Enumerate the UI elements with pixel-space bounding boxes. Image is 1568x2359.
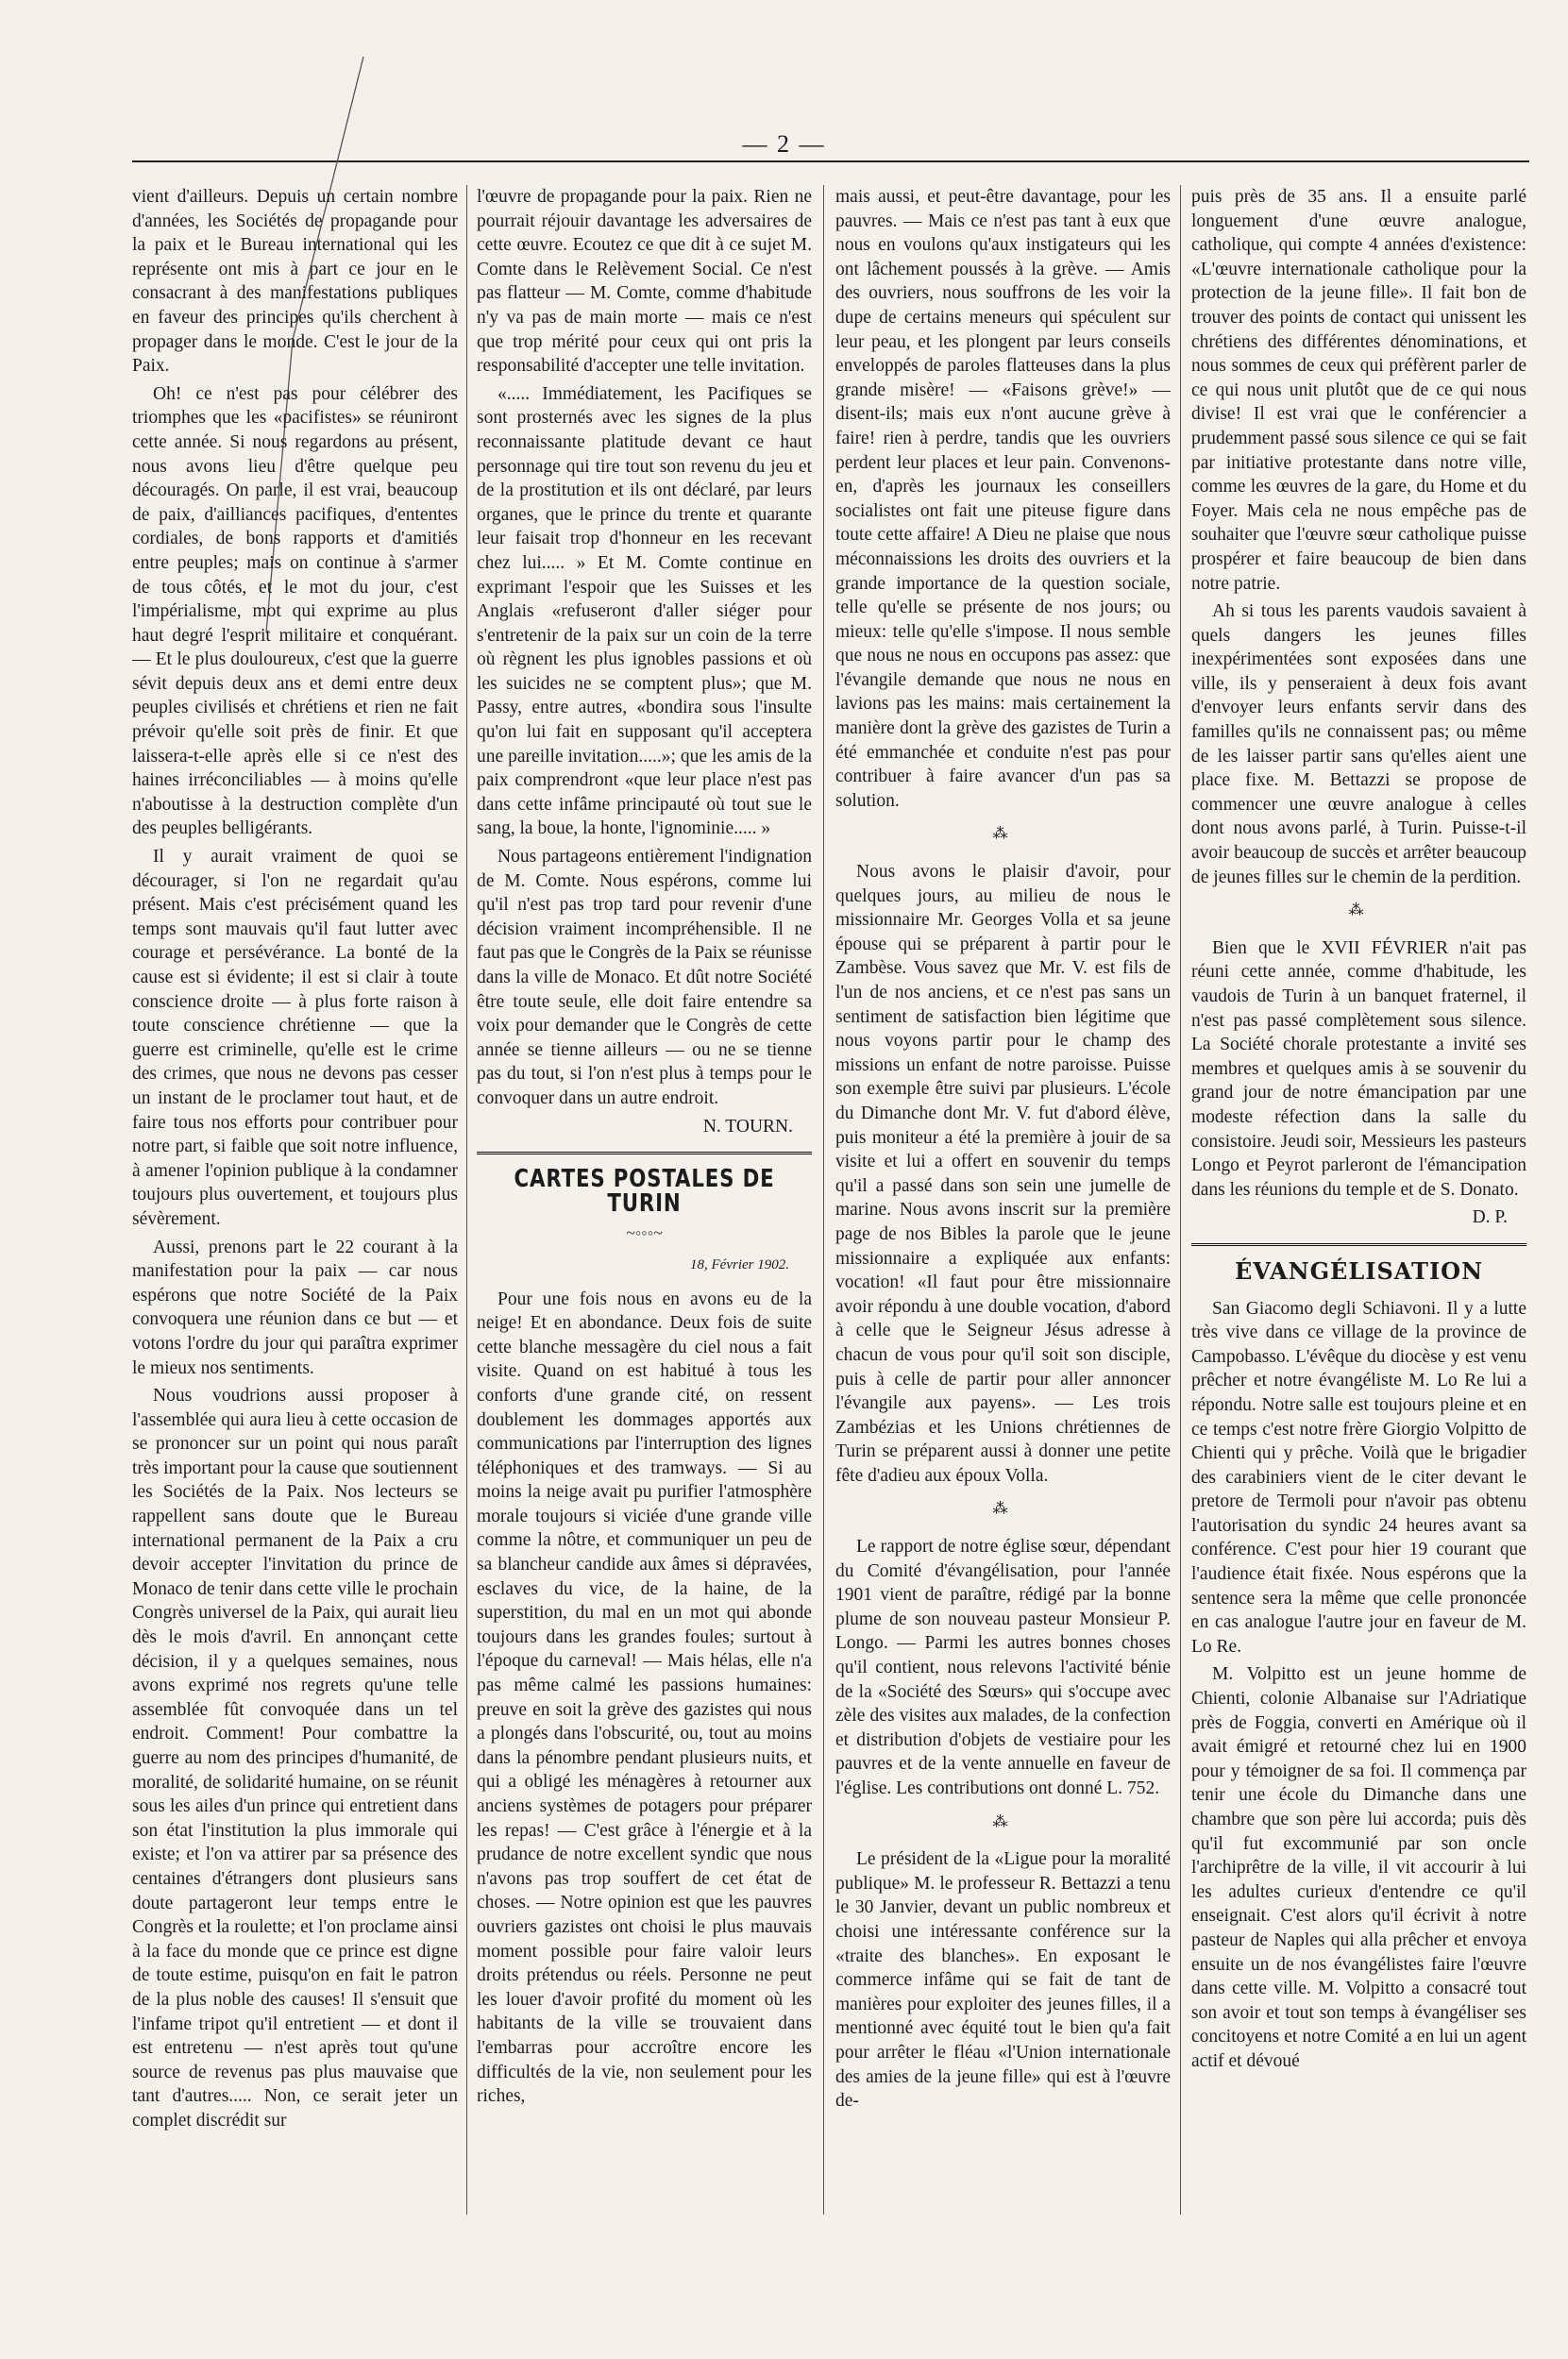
paragraph: Pour une fois nous en avons eu de la neige! Et en abondance. Deux fois de suite cette blanche messagère du ciel nous a fait visite. Quand on est habitué à tous les conforts d'une grande cité, on ressent doublement les dommages apportés aux communications par l'interruption des lignes téléphoniques et des tramways. — Si au moins la neige avait pu purifier l'atmosphère morale toujours si viciée d'une grande ville comme la nôtre, et communiquer un peu de sa blancheur candide aux âmes si dépravées, esclaves du vice, de la haine, de la superstition, du mal en un mot qui abonde toujours dans les grandes foules; surtout à l'époque du carneval! — Mais hélas, elle n'a pas même calmé les passions humaines: preuve en soit la grève des gazistes qui nous a plongés dans l'obscurité, ou, tout au moins dans la pénombre pendant plusieurs nuits, et qui a obligé les ménagères à retourner aux anciens systèmes de potagers pour préparer les repas! — C'est grâce à l'énergie et à la prudance de notre excellent syndic que nous n'avons pas trop souffert de cet état de choses. — Notre opinion est que les pauvres ouvriers gazistes ont choisi le plus mauvais moment possible pour faire valoir leurs droits prétendus ou réels. Personne ne peut les louer d'avoir profité du moment où les habitants de la ville se trouvaient dans l'embarras pour accroître encore les difficultés de la vie, non seulement pour les riches, — [477, 1289, 812, 2107]
paragraph: M. Volpitto est un jeune homme de Chienti, colonie Albanaise sur l'Adriatique près de Foggia, converti en Amérique où il avait émigré et retourné chez lui en 1900 pour y témoigner de sa foi. Il commença par tenir une école du Dimanche dans une chambre que son père lui accorda; puis dès qu'il fut excommunié par son oncle l'archiprêtre de la ville, il vit accourir à lui les adultes curieux d'entendre ce qu'il enseignait. C'est alors qu'il écrivit à notre pasteur de Naples qui alla prêcher et envoya ensuite un de nos évangélistes faire l'œuvre dans cette ville. M. Volpitto a consacré tout son avoir et tout son temps à évangéliser ses concitoyens et notre Comité a en lui un agent actif et dévoué — [1191, 1664, 1526, 2071]
column-1 — [132, 185, 458, 2262]
paragraph: Le président de la «Ligue pour la moralité publique» M. le professeur R. Bettazzi a tenu le 30 Janvier, devant un public nombreux et choisi une intéressante conférence sur la «traite des blanches». En exposant le commerce infâme qui se fait de tant de manières pour exploiter des jeunes filles, il a mentionné avec équité tout le bien qu'a fait pour arrêter le fléau «l'Union internationale des amies de la jeune fille» qui est à l'œuvre de- — [835, 1849, 1171, 2112]
column-rule-2 — [823, 185, 824, 2215]
paragraph: Oh! ce n'est pas pour célébrer des triomphes que les «pacifistes» se réuniront cette année. Si nous regardons au présent, nous avons lieu d'être quelque peu découragés. On parle, il est vrai, beaucoup de paix, d'ailliances pacifiques, d'ententes cordiales, de bons rapports et d'amitiés entre peuples; mais on continue à s'armer de tous côtés, et le mot du jour, c'est l'impérialisme, mot qui exprime au plus haut degré l'esprit militaire et conquérant. — Et le plus douloureux, c'est que la guerre sévit depuis deux ans et demi entre deux peuples civilisés et chrétiens et rien ne fait prévoir qu'elle soit près de finir. Et que laissera-t-elle après elle si ce n'est des haines irréconciliables — à moins qu'elle n'aboutisse à la destruction complète d'un des peuples belligérants. — [132, 383, 458, 839]
paragraph: Nous partageons entièrement l'indignation de M. Comte. Nous espérons, comme lui qu'il n'est pas trop tard pour revenir d'une décision vraiment incompréhensible. Il ne faut pas que le Congrès de la Paix se réunisse dans la ville de Monaco. Et dût notre Société être toute seule, elle doit faire entendre sa voix pour demander que le Congrès de cette année se tienne ailleurs — ou ne se tienne pas du tout, si l'on n'est plus à temps pour le convoquer dans un autre endroit. — [477, 847, 812, 1108]
column-3 — [835, 185, 1171, 2262]
section-heading: ÉVANGÉLISATION — [1234, 1256, 1484, 1285]
paragraph: Il y aurait vraiment de quoi se décourager, si l'on ne regardait qu'au présent. Mais c'est précisément quand les temps sont mauvais qu'il faut lutter avec courage et persévérance. La bonté de la cause est si évidente; il est si clair à toute conscience droite — à plus forte raison à toute conscience chrétienne — que la guerre est criminelle, qu'elle est le crime des crimes, que nous ne devons pas cesser un instant de le proclamer tout haut, et de faire tous nos efforts pour contribuer pour notre part, si faible que soit notre influence, à amener l'opinion publique à la condamner toujours plus ouvertement, et toujours plus sévèrement. — [132, 847, 458, 1229]
dateline: 18, Février 1902. — [690, 1256, 789, 1272]
paragraph: San Giacomo degli Schiavoni. Il y a lutte très vive dans ce village de la province de Campobasso. L'évêque du diocèse y est venu prêcher et notre évangéliste M. Lo Re lui a répondu. Notre salle est toujours pleine et en ce temps c'est notre frère Giorgio Volpitto de Chienti qui y prêche. Voilà que le brigadier des carabiniers vient de le citer devant le pretore de Termoli pour n'avoir pas obtenu l'autorisation du syndic 24 heures avant sa conférence. C'est pour hier 19 courant que l'audience était fixée. Nous espérons que la sentence sera la même que celle prononcée en cas analogue l'autre jour en faveur de M. Lo Re. — [1191, 1298, 1526, 1657]
top-rule — [132, 160, 1529, 162]
column-rule-1 — [466, 185, 467, 2215]
section-rule — [477, 1152, 812, 1154]
column-4 — [1191, 185, 1526, 2262]
paragraph: Ah si tous les parents vaudois savaient à quels dangers les jeunes filles inexpérimentées sont exposées dans une ville, ils y penseraient à deux fois avant d'envoyer leurs enfants servir dans des familles qu'ils ne connaissent pas; ou même de les laisser partir sans qu'elles aient une place fixe. M. Bettazzi se propose de commencer une œuvre analogue à celles dont nous avons parlé, à Turin. Puisse-t-il avoir beaucoup de succès et arrêter beaucoup de jeunes filles sur le chemin de la perdition. — [1191, 601, 1526, 887]
paragraph: l'œuvre de propagande pour la paix. Rien ne pourrait réjouir davantage les adversaires de cette œuvre. Ecoutez ce que dit à ce sujet M. Comte dans le Relèvement Social. Ce n'est pas flatteur — M. Comte, comme d'habitude n'y va pas de main morte — mais ce n'est que trop mérité pour ceux qui ont pris la responsabilité d'accepter une telle invitation. — [477, 187, 812, 377]
asterism-icon: ⁂ — [992, 1813, 1014, 1830]
paragraph: Aussi, prenons part le 22 courant à la manifestation pour la paix — car nous espérons que notre Société de la Paix convoquera une réunion dans ce but — et votons l'ordre du jour qui paraîtra exprimer le mieux nos sentiments. — [132, 1237, 458, 1378]
paragraph: Bien que le XVII FÉVRIER n'ait pas réuni cette année, comme d'habitude, les vaudois de Turin à un banquet fraternel, il n'est pas passé complètement sous silence. La Société chorale protestante a invité ses membres et quelques amis à se souvenir du grand jour de notre émancipation par une modeste réfection dans la salle du consistoire. Jeudi soir, Messieurs les pasteurs Longo et Peyrot parleront de l'émancipation dans les réunions du temple et de S. Donato. — [1191, 937, 1526, 1200]
paragraph: Le rapport de notre église sœur, dépendant du Comité d'évangélisation, pour l'année 1901 vient de paraître, rédigé par la bonne plume de son nouveau pasteur Monsieur P. Longo. — Parmi les autres bonnes choses qu'il contient, nous relevons l'activité bénie de la «Société des Sœurs» qui s'occupe avec zèle des visites aux malades, de la confection et distribution d'objets de vestiaire pour les pauvres et de la vente annuelle en faveur de l'église. Les contributions ont donné L. 752. — [835, 1537, 1171, 1798]
section-heading: CARTES POSTALES DE TURIN — [514, 1165, 775, 1218]
page-number: — 2 — — [742, 130, 826, 158]
paragraph: vient d'ailleurs. Depuis un certain nombre d'années, les Sociétés de propagande pour la paix et le Bureau international qui les représente ont mis à part ce jour en le consacrant à des manifestations publiques en faveur des principes qu'ils cherchent à propager dans le monde. C'est le jour de la Paix. — [132, 187, 458, 377]
paragraph: puis près de 35 ans. Il a ensuite parlé longuement d'une œuvre analogue, catholique, qui compte 4 années d'existence: «L'œuvre internationale catholique pour la protection de la jeune fille». Il fait bon de trouver des points de contact qui unissent les chrétiens des différentes dénominations, et nous sommes de ceux qui préfèrent parler de ce qui nous unit plutôt que de ce qui nous divise! Il est vrai que le conférencier a prudemment passé sous silence ce qui se fait par initiative protestante dans notre ville, comme les œuvres de la gare, du Home et du Foyer. Mais cela ne nous empêche pas de souhaiter que l'œuvre sœur catholique puisse prospérer et faire beaucoup de bien dans notre patrie. — [1191, 187, 1526, 594]
paragraph: Nous voudrions aussi proposer à l'assemblée qui aura lieu à cette occasion de se prononcer sur un point qui nous paraît très important pour la cause que soutiennent les Sociétés de la Paix. Nos lecteurs se rappellent sans doute que le Bureau international permanent de la Paix a cru devoir accepter l'invitation du prince de Monaco de tenir dans cette ville le prochain Congrès universel de la Paix, qui aurait lieu dès le mois d'avril. En annonçant cette décision, il y a quelques semaines, nous avons exprimé nos regrets qu'une telle assemblée fût convoquée dans un tel endroit. Comment! Pour combattre la guerre au nom des principes d'humanité, de moralité, de solidarité humaine, on se réunit sous les ailes d'un prince qui entretient dans son état l'institution la plus immorale qui existe; et l'on va attirer par sa présence des centaines d'étrangers dont plusieurs sans doute partageront leur temps entre le Congrès et la roulette; et l'on proclame ainsi à la face du monde que ce prince est digne de toute estime, puisqu'on en fait le patron de la plus noble des causes! Il s'ensuit que l'infame tripot qu'il entretient — et dont il est entretenu — n'est après tout qu'une source de revenus pas plus mauvaise que tant d'autres..... Non, ce serait jeter un complet discrédit sur — [132, 1386, 458, 2131]
asterism-icon: ⁂ — [992, 826, 1014, 843]
signature: D. P. — [1472, 1207, 1508, 1228]
section-rule — [1191, 1243, 1526, 1246]
signature: N. TOURN. — [702, 1116, 793, 1137]
asterism-icon: ⁂ — [1348, 902, 1370, 919]
paragraph: «..... Immédiatement, les Pacifiques se sont prosternés avec les signes de la plus reconnaissante platitude devant ce haut personnage qui tire tout son revenu du jeu et de la prostitution et ils ont déclaré, par leurs organes, que le prince du trente et quarante leur faisait trop d'honneur en les recevant chez lui..... » Et M. Comte continue en exprimant l'espoir que les Suisses et les Anglais «refuseront d'aller siéger pour s'entretenir de la paix sur un coin de la terre où règnent les plus ignobles passions et où les suicides ne se comptent plus»; que M. Passy, entre autres, «bondira sous l'insulte qu'on lui fait en supposant qu'il acceptera une pareille invitation.....»; que les amis de la paix comprendront «que leur place n'est pas dans cette infâme principauté où tout sue le sang, la boue, la honte, l'ignominie..... » — [477, 383, 812, 839]
scroll-ornament-icon: ~◦◦◦~ — [626, 1223, 663, 1243]
paragraph: mais aussi, et peut-être davantage, pour les pauvres. — Mais ce n'est pas tant à eux que nous en voulons qu'aux instigateurs qui les ont lâchement poussés à la grève. — Amis des ouvriers, nous souffrons de les voir la dupe de certains meneurs qui spéculent sur leur peau, et les plongent par leurs conseils enveloppés de paroles flatteuses dans la plus grande misère! — «Faisons grève!» — disent-ils; mais eux n'ont aucune grève à faire! rien à perdre, tandis que les ouvriers perdent leur places et leur pain. Convenons-en, d'après les journaux les conseillers socialistes ont fait une piteuse figure dans toute cette affaire! A Dieu ne plaise que nous méconnaissions les droits des ouvriers et la grande importance de la question sociale, telle qu'elle se présente de nos jours; ou mieux: telle qu'elle s'impose. Il nous semble que nous ne nous en occupons pas assez: que l'évangile demande que nous ne nous en lavions pas les mains: mais certainement la manière dont la grève des gazistes de Turin a été emmanchée et conduite n'est pas pour contribuer à faire avancer d'un pas sa solution. — [835, 187, 1171, 811]
column-rule-3 — [1180, 185, 1181, 2215]
column-2 — [477, 185, 812, 2262]
asterism-icon: ⁂ — [992, 1501, 1014, 1518]
paragraph: Nous avons le plaisir d'avoir, pour quelques jours, au milieu de nous le missionnaire Mr. Georges Volla et sa jeune épouse qui se préparent à partir pour le Zambèse. Vous savez que Mr. V. est fils de l'un de nos anciens, et ce n'est pas sans un sentiment de satisfaction bien légitime que nous voyons partir pour le champ des missions un enfant de notre paroisse. Puisse son exemple être suivi par plusieurs. L'école du Dimanche dont Mr. V. fut d'abord élève, puis moniteur a été la première à jouir de sa visite et lui a offert en souvenir du temps qu'il a passé dans son sein une jumelle de marine. Nous avons inscrit sur la première page de nos Bibles la parole que le jeune missionnaire a expliquée aux enfants: vocation! «Il faut pour être missionnaire avoir répondu à une double vocation, d'abord à celle que le Seigneur Jésus adresse à chacun de vous pour qu'il soit son disciple, puis à celle de partir pour aller annoncer l'évangile aux payens». — Les trois Zambézias et les Unions chrétiennes de Turin se préparent aussi à donner une petite fête d'adieu aux époux Volla. — [835, 862, 1171, 1486]
